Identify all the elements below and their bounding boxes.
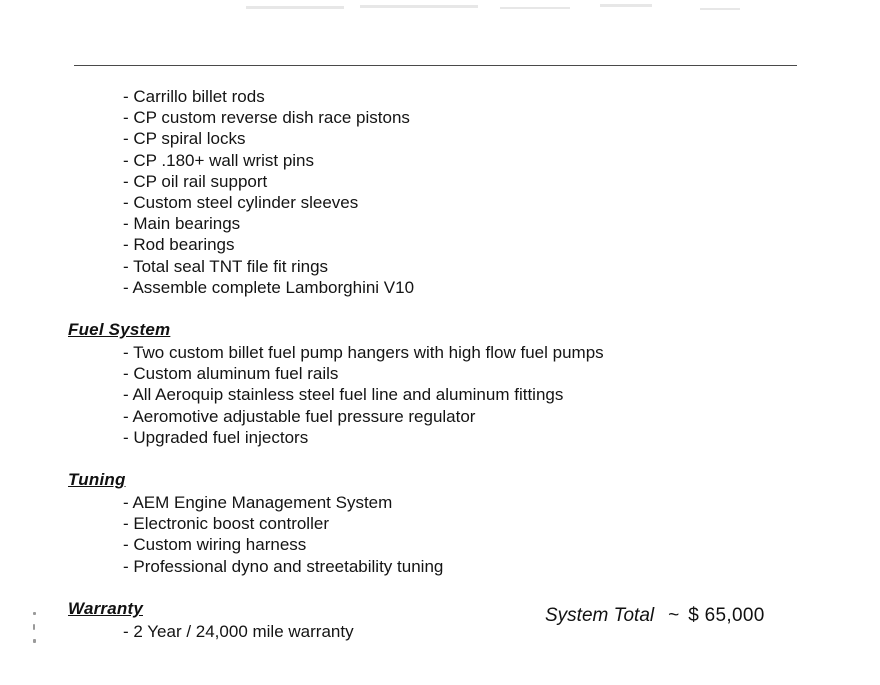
intro-bullet-list (68, 86, 808, 298)
list-item: - CP .180+ wall wrist pins (123, 150, 315, 170)
fuel-system-bullet-list (68, 342, 808, 448)
spacer (68, 298, 808, 320)
horizontal-rule (74, 65, 797, 66)
list-item: - CP oil rail support (123, 171, 268, 191)
list-item: - AEM Engine Management System (123, 493, 393, 513)
list-item: - Professional dyno and streetability tuning (123, 556, 444, 576)
list-item: - CP custom reverse dish race pistons (123, 108, 410, 128)
list-item: - 2 Year / 24,000 mile warranty (123, 621, 354, 641)
list-item: - Rod bearings (123, 235, 235, 255)
list-item: - Aeromotive adjustable fuel pressure regulator (123, 406, 476, 426)
system-total-label: System Total (545, 605, 655, 626)
list-item: - Two custom billet fuel pump hangers with high flow fuel pumps (123, 343, 604, 363)
section-heading: Fuel System (68, 320, 171, 340)
list-item: - Custom aluminum fuel rails (123, 364, 339, 384)
list-item: - Carrillo billet rods (123, 87, 265, 106)
system-total-row (545, 605, 845, 627)
document-body (68, 86, 808, 642)
system-total-amount: $ 65,000 (688, 605, 765, 626)
tuning-bullet-list (68, 492, 808, 577)
list-item: - Assemble complete Lamborghini V10 (123, 277, 415, 297)
list-item: - Total seal TNT file fit rings (123, 256, 329, 276)
list-item: - Main bearings (123, 214, 241, 234)
section-heading: Tuning (68, 470, 126, 490)
list-item: - Custom wiring harness (123, 535, 307, 555)
list-item: - Electronic boost controller (123, 514, 329, 534)
list-item: - All Aeroquip stainless steel fuel line and aluminum fittings (123, 385, 564, 405)
approx-symbol: ~ (668, 605, 680, 626)
spacer (68, 448, 808, 470)
list-item: - Custom steel cylinder sleeves (123, 193, 359, 213)
spacer (68, 577, 808, 599)
section-heading: Warranty (68, 598, 143, 618)
list-item: - CP spiral locks (123, 129, 246, 149)
section-fuel-system (68, 320, 808, 448)
list-item: - Upgraded fuel injectors (123, 427, 309, 447)
section-tuning (68, 470, 808, 577)
